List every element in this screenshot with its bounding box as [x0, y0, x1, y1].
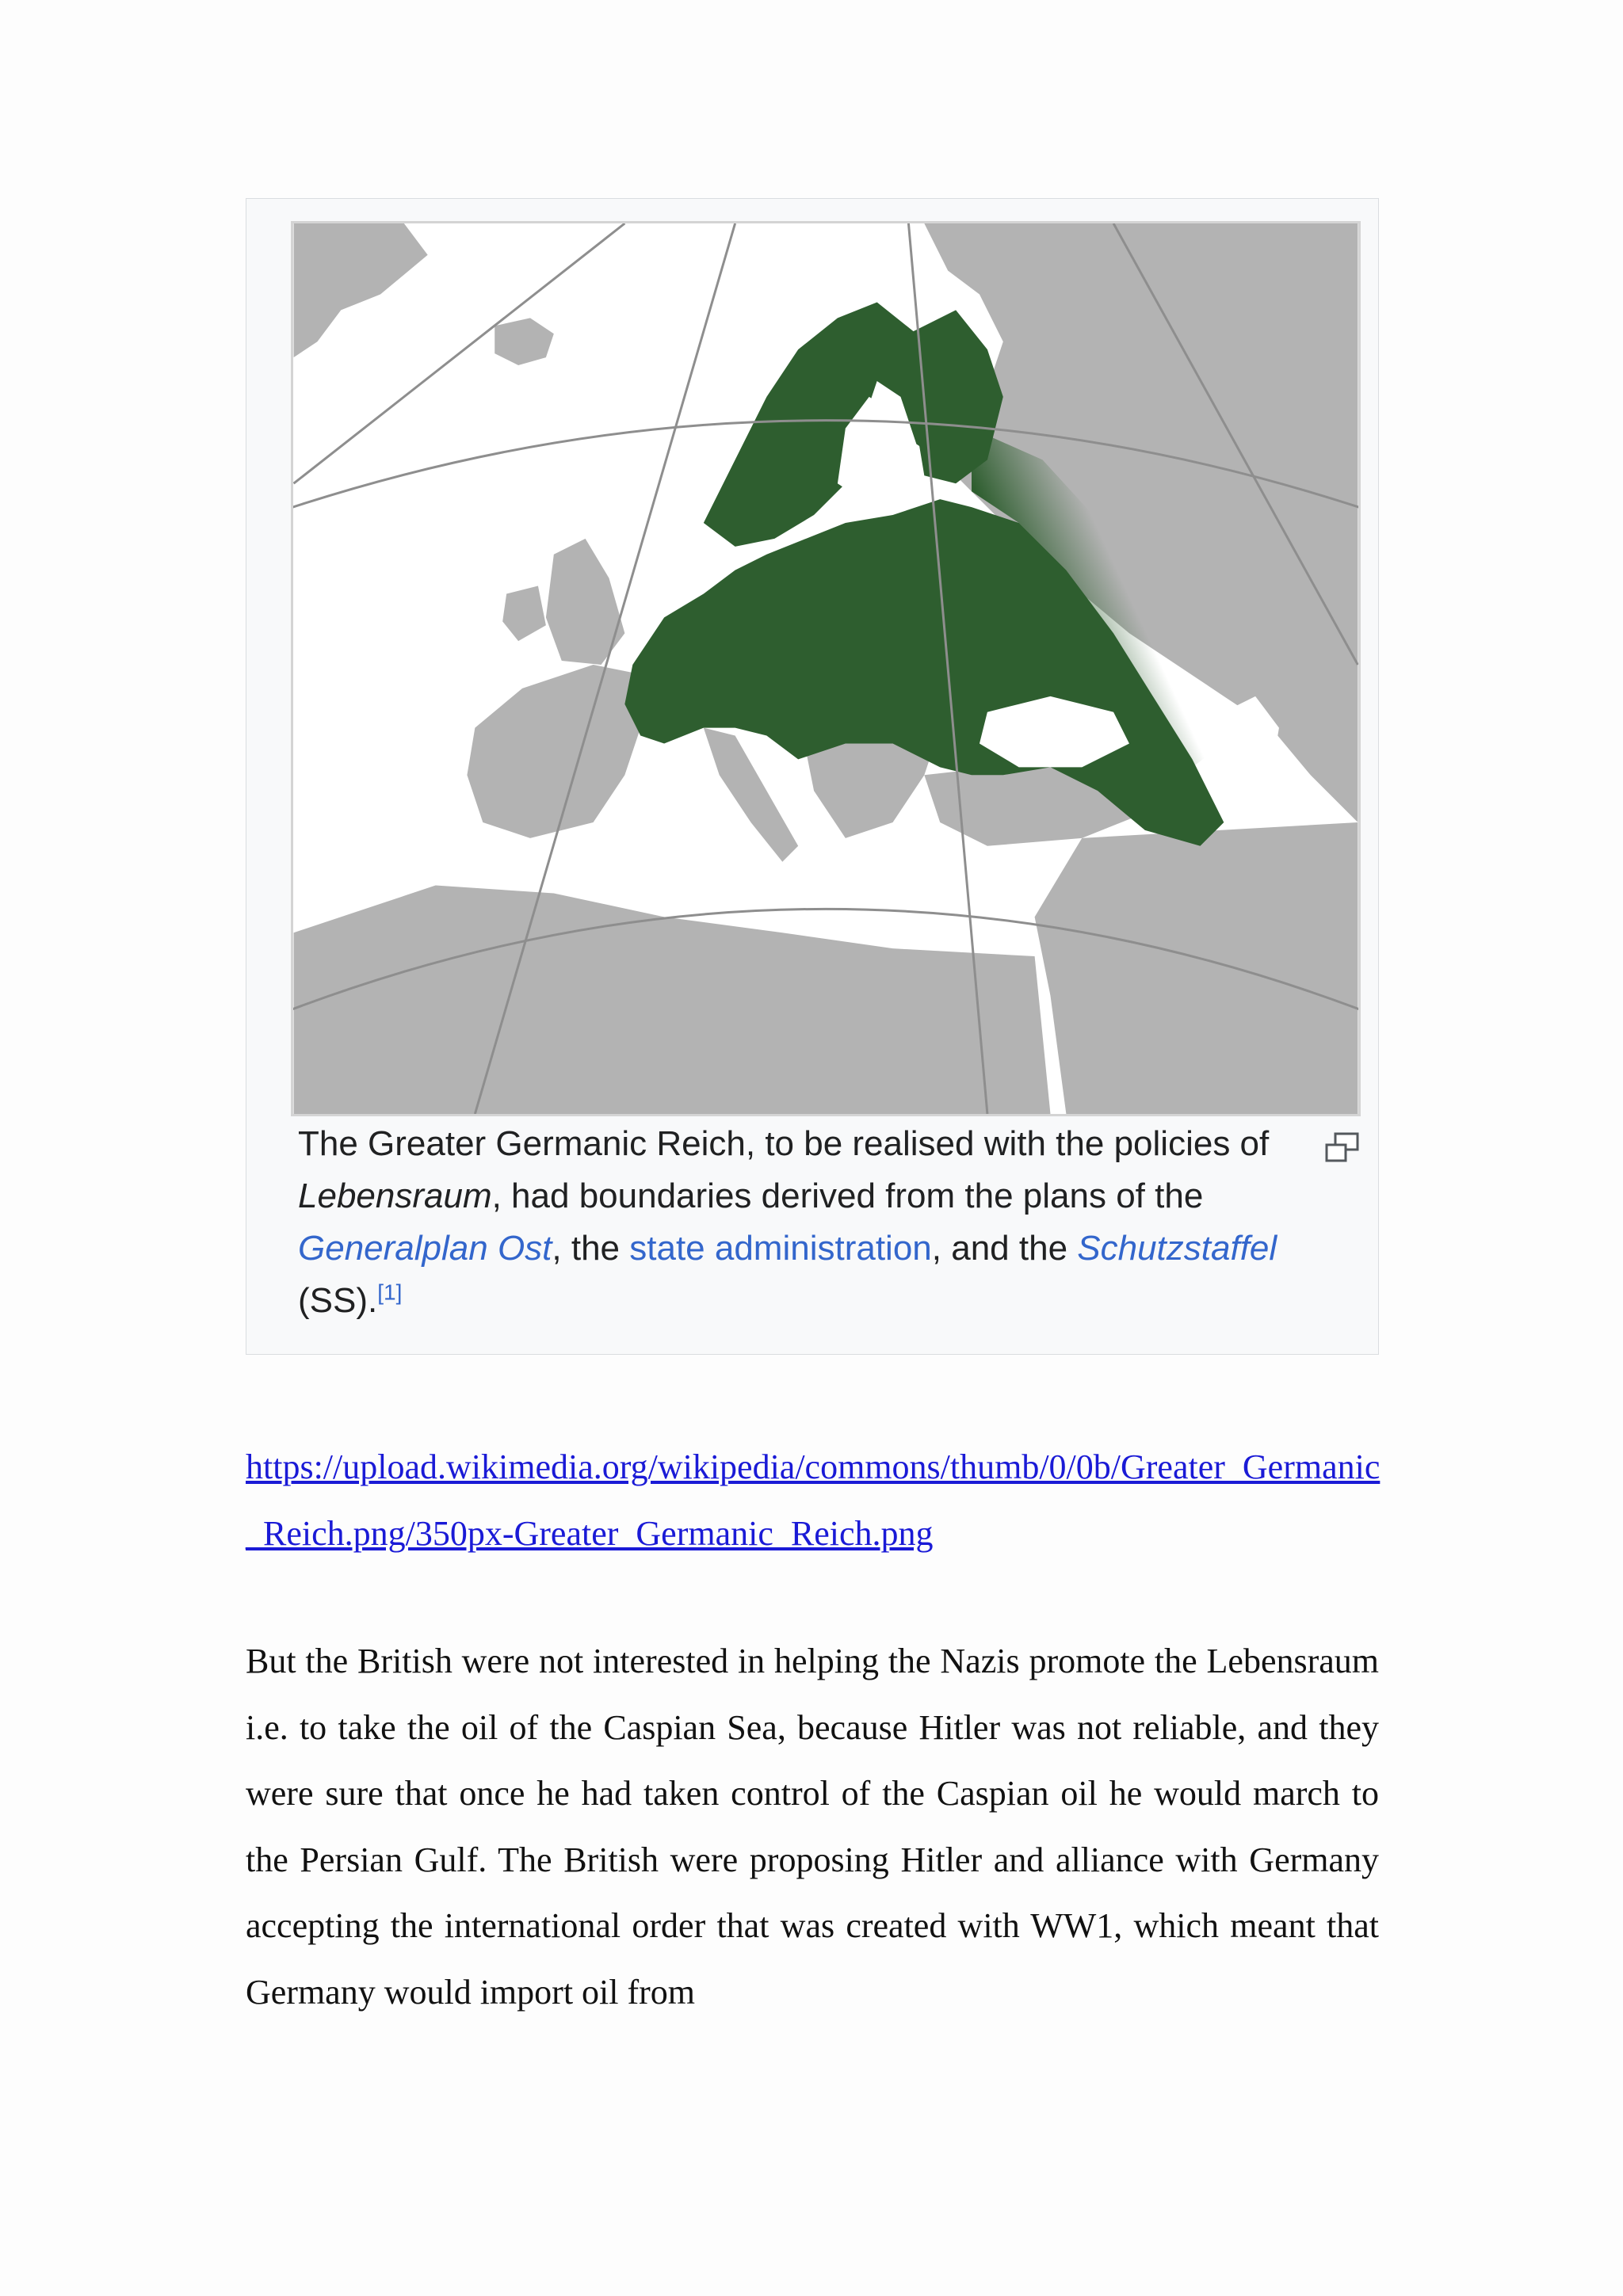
middle-east-land [1035, 822, 1358, 1114]
link-state-administration[interactable]: state administration [629, 1229, 932, 1268]
caption-text: The Greater Germanic Reich, to be realised with the policies of [298, 1124, 1270, 1163]
europe-map [293, 223, 1358, 1114]
link-generalplan-ost[interactable]: Generalplan Ost [298, 1229, 552, 1268]
caption-text: , the [552, 1229, 630, 1268]
caption-text: , had boundaries derived from the plans of the [491, 1177, 1204, 1215]
caption-text: (SS). [298, 1281, 378, 1320]
caption-lebensraum: Lebensraum [298, 1177, 492, 1215]
reference-link[interactable]: [1] [377, 1280, 403, 1305]
image-url-link[interactable]: https://upload.wikimedia.org/wikipedia/commons/thumb/0/0b/Greater_Germanic_Reich.png/350px-Greater_Germanic_Reich.png [246, 1447, 1381, 1553]
link-schutzstaffel[interactable]: Schutzstaffel [1077, 1229, 1277, 1268]
body-paragraph: But the British were not interested in helping the Nazis promote the Lebensraum i.e. to take the oil of the Caspian Sea, because Hitler was not reliable, and they were sure that once he had taken control of the Caspian oil he would march to the Persian Gulf. The British were proposing Hitler and alliance with Germany accepting the international order that was created with WW1, which meant that Germany would import oil from [246, 1642, 1379, 2012]
map-image[interactable] [291, 221, 1361, 1116]
thumbnail-figure [246, 198, 1379, 1355]
figure-caption [298, 1118, 1336, 1327]
enlarge-icon[interactable] [1324, 1132, 1361, 1164]
caption-text: , and the [931, 1229, 1078, 1268]
